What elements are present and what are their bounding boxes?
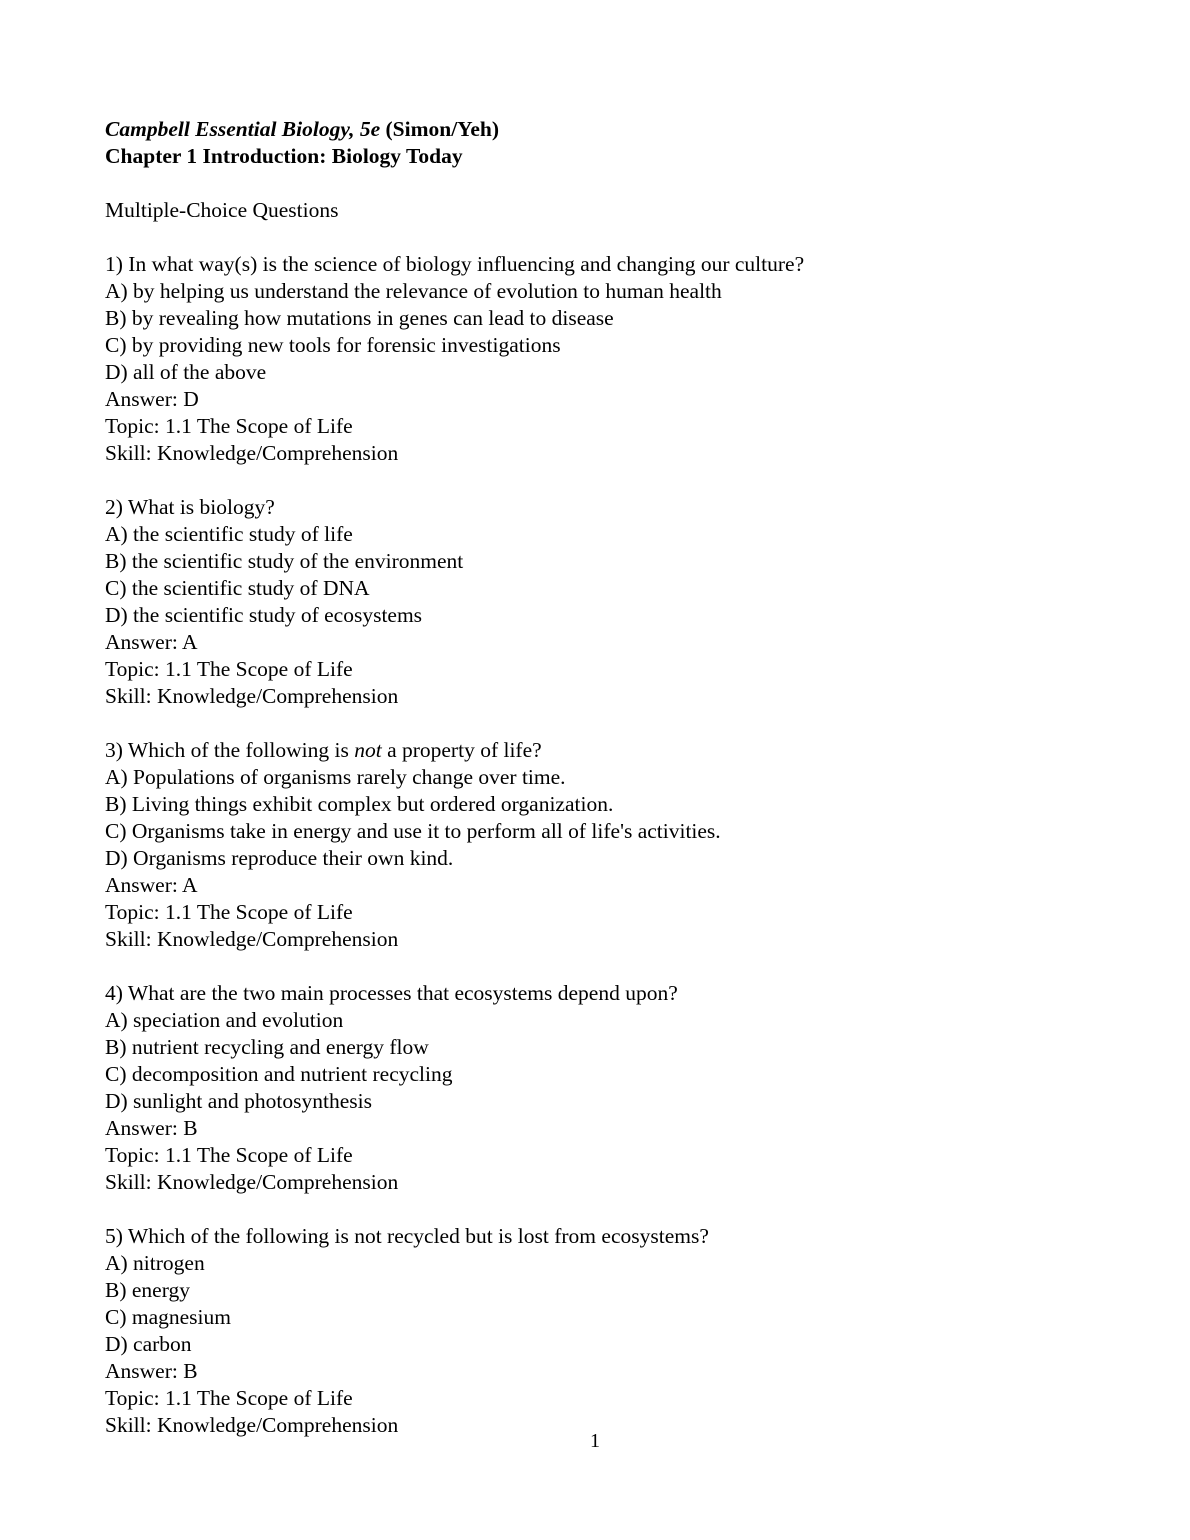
option-b: B) by revealing how mutations in genes can lead to disease xyxy=(105,306,614,330)
option-c: C) the scientific study of DNA xyxy=(105,576,370,600)
stem-emphasis: not xyxy=(354,738,382,762)
question-1 xyxy=(105,251,1085,467)
option-d: D) carbon xyxy=(105,1332,192,1356)
skill: Skill: Knowledge/Comprehension xyxy=(105,927,399,951)
option-a: A) speciation and evolution xyxy=(105,1008,344,1032)
question-4 xyxy=(105,980,1085,1196)
topic: Topic: 1.1 The Scope of Life xyxy=(105,1143,353,1167)
option-a: A) nitrogen xyxy=(105,1251,205,1275)
option-b: B) the scientific study of the environment xyxy=(105,549,464,573)
option-a: A) Populations of organisms rarely change over time. xyxy=(105,765,566,789)
option-b: B) energy xyxy=(105,1278,190,1302)
skill: Skill: Knowledge/Comprehension xyxy=(105,1170,399,1194)
option-c: C) magnesium xyxy=(105,1305,231,1329)
option-d: D) sunlight and photosynthesis xyxy=(105,1089,372,1113)
answer: Answer: A xyxy=(105,873,198,897)
page-number: 1 xyxy=(590,1430,600,1452)
skill: Skill: Knowledge/Comprehension xyxy=(105,1413,399,1437)
chapter-title: Chapter 1 Introduction: Biology Today xyxy=(105,144,463,168)
topic: Topic: 1.1 The Scope of Life xyxy=(105,414,353,438)
option-a: A) the scientific study of life xyxy=(105,522,353,546)
skill: Skill: Knowledge/Comprehension xyxy=(105,684,399,708)
question-5 xyxy=(105,1223,1085,1439)
question-stem xyxy=(105,737,1085,764)
book-title-line xyxy=(105,116,1085,143)
skill: Skill: Knowledge/Comprehension xyxy=(105,441,399,465)
option-c: C) decomposition and nutrient recycling xyxy=(105,1062,453,1086)
question-stem: 2) What is biology? xyxy=(105,495,275,519)
question-3 xyxy=(105,737,1085,953)
option-b: B) Living things exhibit complex but ordered organization. xyxy=(105,792,614,816)
option-c: C) Organisms take in energy and use it to perform all of life's activities. xyxy=(105,819,721,843)
section-heading: Multiple-Choice Questions xyxy=(105,198,339,222)
answer: Answer: D xyxy=(105,387,199,411)
answer: Answer: B xyxy=(105,1359,198,1383)
option-c: C) by providing new tools for forensic investigations xyxy=(105,333,561,357)
stem-after: a property of life? xyxy=(381,738,542,762)
topic: Topic: 1.1 The Scope of Life xyxy=(105,1386,353,1410)
book-title: Campbell Essential Biology, 5e xyxy=(105,117,381,141)
option-d: D) all of the above xyxy=(105,360,267,384)
topic: Topic: 1.1 The Scope of Life xyxy=(105,657,353,681)
option-b: B) nutrient recycling and energy flow xyxy=(105,1035,429,1059)
question-stem: 5) Which of the following is not recycled but is lost from ecosystems? xyxy=(105,1224,709,1248)
question-stem: 4) What are the two main processes that ecosystems depend upon? xyxy=(105,981,678,1005)
answer: Answer: A xyxy=(105,630,198,654)
option-d: D) Organisms reproduce their own kind. xyxy=(105,846,454,870)
option-d: D) the scientific study of ecosystems xyxy=(105,603,423,627)
question-2 xyxy=(105,494,1085,710)
document-page xyxy=(105,116,1085,1466)
question-stem: 1) In what way(s) is the science of biology influencing and changing our culture? xyxy=(105,252,805,276)
stem-before: 3) Which of the following is xyxy=(105,738,355,762)
topic: Topic: 1.1 The Scope of Life xyxy=(105,900,353,924)
option-a: A) by helping us understand the relevance of evolution to human health xyxy=(105,279,722,303)
answer: Answer: B xyxy=(105,1116,198,1140)
book-authors: (Simon/Yeh) xyxy=(385,117,499,141)
